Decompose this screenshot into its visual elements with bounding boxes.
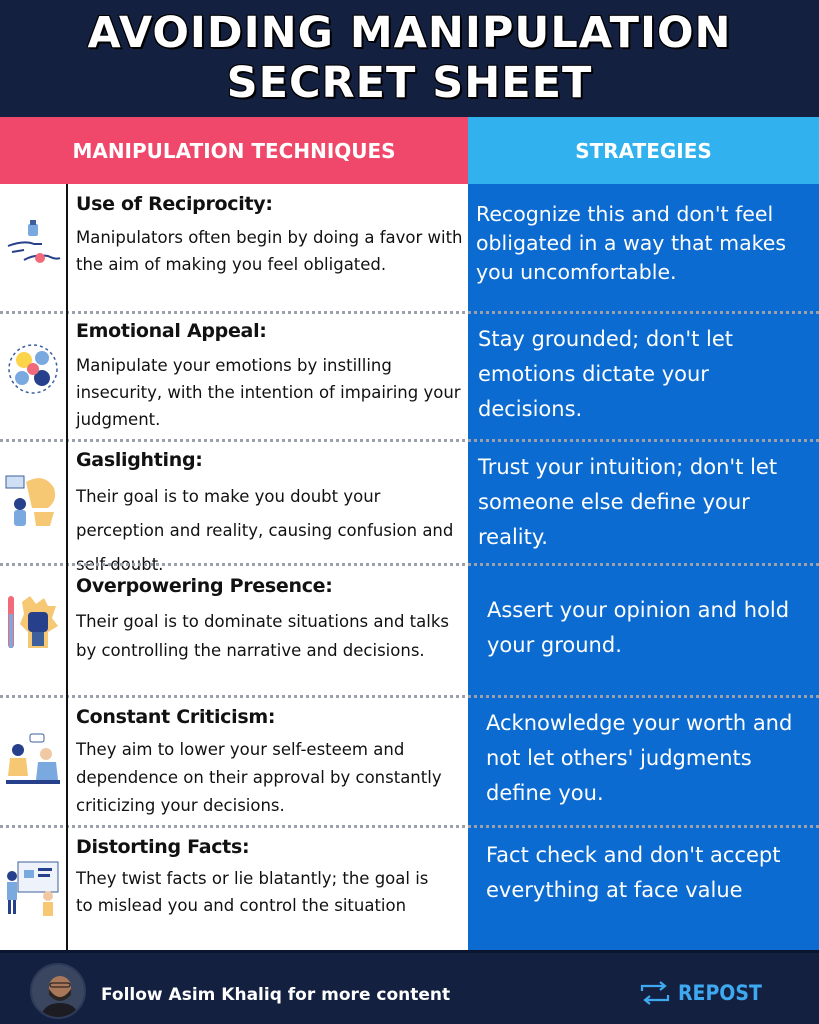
technique-title: Use of Reciprocity: [76,193,273,215]
page-title-line-1: AVOIDING MANIPULATION [87,8,732,58]
presentation-board-icon [4,856,62,922]
row-divider [0,311,819,314]
title-band [0,0,819,117]
strategy-text: Acknowledge your worth and not let others' judgments define you. [486,711,793,805]
row-divider [0,825,819,828]
row-divider [0,563,819,566]
row-divider [0,695,819,698]
strategies-column [468,184,819,950]
repost-label: REPOST [678,981,762,1005]
confused-person-icon [4,468,62,534]
technique-title: Emotional Appeal: [76,320,267,342]
technique-description: They aim to lower your self-esteem and dependence on their approval by constantly criticizing your decisions. [76,740,442,815]
technique-description: Manipulate your emotions by instilling insecurity, with the intention of impairing your judgment. [76,356,461,429]
follow-text: Follow Asim Khaliq for more content [101,985,451,1005]
strategy-text: Trust your intuition; don't let someone else define your reality. [478,455,778,549]
technique-title: Gaslighting: [76,449,203,471]
row-divider [0,439,819,442]
technique-description: They twist facts or lie blatantly; the goal is to mislead you and control the situation [76,869,429,915]
hands-exchange-icon [4,214,62,280]
footer [0,950,819,1024]
repost-arrows-icon [638,981,672,1005]
technique-title: Overpowering Presence: [76,575,333,597]
strategy-text: Stay grounded; don't let emotions dictate your decisions. [478,327,733,421]
repost-button[interactable] [638,981,762,1005]
strategy-text: Fact check and don't accept everything at face value [486,843,781,902]
technique-description: Manipulators often begin by doing a favor with the aim of making you feel obligated. [76,228,463,274]
technique-description: Their goal is to dominate situations and talks by controlling the narrative and decisions. [76,612,449,660]
author-avatar[interactable] [30,963,86,1019]
raised-fist-icon [4,592,62,658]
icon-column-divider [66,184,68,950]
strategy-text: Recognize this and don't feel obligated in a way that makes you uncomfortable. [476,202,787,284]
emotions-faces-icon [4,336,62,402]
page-title-line-2: SECRET SHEET [226,58,593,108]
techniques-header: MANIPULATION TECHNIQUES [0,117,468,184]
technique-description: Their goal is to make you doubt your perception and reality, causing confusion and self-doubt. [76,487,454,574]
technique-title: Constant Criticism: [76,706,276,728]
technique-title: Distorting Facts: [76,836,250,858]
strategies-header: STRATEGIES [468,117,819,184]
strategy-text: Assert your opinion and hold your ground. [487,598,790,657]
criticism-conversation-icon [4,730,62,796]
